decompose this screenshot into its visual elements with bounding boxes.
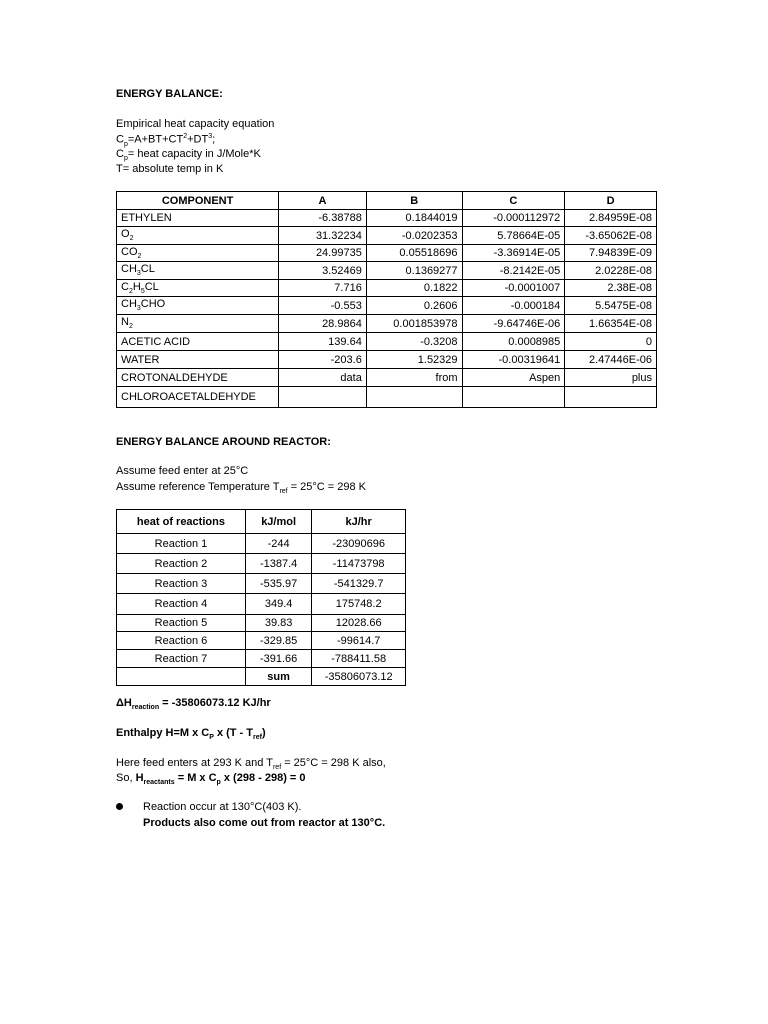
- sum-value: -35806073.12: [312, 668, 406, 686]
- table-row: [117, 210, 657, 227]
- delta-h-symbol: ΔH: [116, 697, 132, 709]
- coef-d: plus: [565, 369, 657, 387]
- coef-b: 0.2606: [366, 297, 462, 315]
- coef-c: -0.000112972: [462, 210, 565, 227]
- so-rest: = M x C: [174, 772, 217, 784]
- formula-main: CO: [121, 245, 138, 258]
- formula-sub: 2: [128, 323, 133, 331]
- energy-balance-heading: ENERGY BALANCE:: [116, 88, 223, 100]
- cp-eq-part2: +DT: [187, 133, 209, 146]
- assume-ref-text: [116, 481, 366, 495]
- table-row: [117, 227, 657, 245]
- reaction-kjhr: 12028.66: [312, 615, 406, 632]
- coef-a: [279, 387, 367, 408]
- formula-sub: 3: [136, 270, 141, 278]
- formula-mid: H: [132, 280, 141, 293]
- cp-def-symbol: C: [116, 148, 124, 160]
- coef-d: 2.84959E-08: [565, 210, 657, 227]
- coef-a: 24.99735: [279, 245, 367, 262]
- formula-tail: CHO: [140, 298, 166, 311]
- table-row: [117, 534, 406, 554]
- assume-feed-text: Assume feed enter at 25°C: [116, 465, 249, 477]
- component-name: [117, 297, 279, 315]
- table-row: [117, 594, 406, 615]
- assume-ref-prefix: Assume reference Temperature T: [116, 481, 280, 493]
- coef-c: 0.0008985: [462, 333, 565, 351]
- cp-definition: [116, 148, 261, 162]
- coef-a: 7.716: [279, 280, 367, 297]
- component-name: [117, 315, 279, 333]
- coef-a: -203.6: [279, 351, 367, 369]
- component-name: CROTONALDEHYDE: [117, 369, 279, 387]
- enthalpy-mid: x (T - T: [213, 727, 253, 739]
- formula-sub: 3: [136, 305, 141, 313]
- cp-def-text: = heat capacity in J/Mole*K: [127, 148, 261, 160]
- reaction-kjmol: 349.4: [245, 594, 311, 615]
- cp-eq-sup2: 3: [208, 133, 213, 140]
- reaction-name: Reaction 4: [117, 594, 246, 615]
- enthalpy-sub2: ref: [253, 734, 262, 742]
- heat-of-reactions-table: [116, 509, 406, 686]
- here-feed-text: [116, 757, 386, 771]
- reaction-name: Reaction 7: [117, 650, 246, 668]
- table-row: [117, 315, 657, 333]
- sum-label: sum: [245, 668, 311, 686]
- t-definition: T= absolute temp in K: [116, 163, 224, 175]
- coef-b: 1.52329: [366, 351, 462, 369]
- coef-c: -9.64746E-06: [462, 315, 565, 333]
- reaction-kjhr: -23090696: [312, 534, 406, 554]
- formula-main: CH: [121, 263, 137, 276]
- col-header-d: D: [565, 192, 657, 210]
- coef-c: -3.36914E-05: [462, 245, 565, 262]
- so-h: H: [135, 772, 144, 784]
- table-row: [117, 297, 657, 315]
- col-header-b: B: [366, 192, 462, 210]
- coef-d: 2.38E-08: [565, 280, 657, 297]
- table-header-row: [117, 192, 657, 210]
- table-row: [117, 262, 657, 280]
- reaction-name: Reaction 3: [117, 574, 246, 594]
- so-prefix: So,: [116, 772, 136, 784]
- table-sum-row: [117, 668, 406, 686]
- cp-eq-sup1: 2: [183, 133, 188, 140]
- component-name: [117, 245, 279, 262]
- coef-a: -0.553: [279, 297, 367, 315]
- cp-eq-end: ;: [212, 133, 216, 146]
- coef-a: 139.64: [279, 333, 367, 351]
- table-row: [117, 280, 657, 297]
- table-row: [117, 369, 657, 387]
- formula-tail: CL: [144, 280, 159, 293]
- coef-b: -0.3208: [366, 333, 462, 351]
- coef-a: 3.52469: [279, 262, 367, 280]
- reaction-kjmol: -535.97: [245, 574, 311, 594]
- delta-h-value: = -35806073.12 KJ/hr: [159, 697, 271, 709]
- reaction-kjhr: -541329.7: [312, 574, 406, 594]
- coef-c: -0.00319641: [462, 351, 565, 369]
- here-feed-sub: ref: [272, 764, 282, 772]
- cp-eq-part1: =A+BT+CT: [127, 133, 184, 146]
- coef-a: data: [279, 369, 367, 387]
- coef-c: -8.2142E-05: [462, 262, 565, 280]
- table-row: [117, 574, 406, 594]
- reaction-kjmol: -1387.4: [245, 554, 311, 574]
- assume-ref-sub: ref: [279, 488, 288, 496]
- coef-a: 28.9864: [279, 315, 367, 333]
- so-sub: reactants: [143, 779, 175, 787]
- delta-h-reaction: [116, 697, 271, 711]
- coef-b: from: [366, 369, 462, 387]
- formula-sub: 2: [129, 235, 134, 243]
- component-name: CHLOROACETALDEHYDE: [117, 387, 279, 408]
- coef-d: 2.47446E-06: [565, 351, 657, 369]
- formula-sub: 2: [128, 288, 133, 296]
- formula-tail: CL: [140, 263, 155, 276]
- formula-main: C: [121, 280, 129, 293]
- reaction-name: Reaction 6: [117, 632, 246, 650]
- col-header-kjmol: kJ/mol: [245, 510, 311, 534]
- enthalpy-sub1: P: [209, 734, 214, 742]
- coef-c: [462, 387, 565, 408]
- formula-sub2: 5: [140, 288, 145, 296]
- coef-b: 0.05518696: [366, 245, 462, 262]
- table-row: [117, 632, 406, 650]
- coef-c: Aspen: [462, 369, 565, 387]
- reaction-kjhr: -99614.7: [312, 632, 406, 650]
- coef-b: 0.1822: [366, 280, 462, 297]
- coef-d: 1.66354E-08: [565, 315, 657, 333]
- cp-symbol: C: [116, 133, 124, 146]
- bullet-icon: [116, 803, 123, 810]
- coef-d: 7.94839E-09: [565, 245, 657, 262]
- coef-d: 5.5475E-08: [565, 297, 657, 315]
- formula-main: CH: [121, 298, 137, 311]
- coef-b: 0.001853978: [366, 315, 462, 333]
- coef-b: 0.1844019: [366, 210, 462, 227]
- table-row: [117, 245, 657, 262]
- component-name: [117, 280, 279, 297]
- bullet-line-2: Products also come out from reactor at 130°C.: [143, 817, 386, 829]
- here-feed-rest: = 25°C = 298 K also,: [281, 757, 386, 769]
- table-row: [117, 333, 657, 351]
- reaction-kjhr: 175748.2: [312, 594, 406, 615]
- reaction-kjmol: 39.83: [245, 615, 311, 632]
- coef-c: 5.78664E-05: [462, 227, 565, 245]
- delta-h-sub: reaction: [131, 704, 160, 712]
- coef-b: -0.0202353: [366, 227, 462, 245]
- here-feed-prefix: Here feed enters at 293 K and T: [116, 757, 273, 769]
- enthalpy-prefix: Enthalpy H=M x C: [116, 727, 210, 739]
- reaction-kjhr: -788411.58: [312, 650, 406, 668]
- coef-c: -0.000184: [462, 297, 565, 315]
- reaction-kjhr: -11473798: [312, 554, 406, 574]
- cp-sub: p: [123, 140, 128, 148]
- reactor-heading: ENERGY BALANCE AROUND REACTOR:: [116, 436, 331, 448]
- so-end: x (298 - 298) = 0: [220, 772, 306, 784]
- enthalpy-equation: [116, 727, 266, 741]
- col-header-c: C: [462, 192, 565, 210]
- reaction-name: Reaction 1: [117, 534, 246, 554]
- heat-capacity-intro: Empirical heat capacity equation: [116, 118, 275, 130]
- so-sub2: p: [216, 779, 221, 787]
- coef-d: 2.0228E-08: [565, 262, 657, 280]
- coef-d: 0: [565, 333, 657, 351]
- col-header-a: A: [279, 192, 367, 210]
- bullet-line-1: Reaction occur at 130°C(403 K).: [143, 801, 302, 813]
- table-row: [117, 615, 406, 632]
- table-header-row: [117, 510, 406, 534]
- component-name: [117, 227, 279, 245]
- component-name: ACETIC ACID: [117, 333, 279, 351]
- reaction-kjmol: -391.66: [245, 650, 311, 668]
- component-name: WATER: [117, 351, 279, 369]
- component-name: ETHYLEN: [117, 210, 279, 227]
- enthalpy-end: ): [261, 727, 266, 739]
- coef-b: [366, 387, 462, 408]
- coef-a: -6.38788: [279, 210, 367, 227]
- formula-main: N: [121, 316, 129, 329]
- cp-equation: [116, 133, 215, 148]
- heat-capacity-table: [116, 191, 657, 408]
- cp-def-sub: p: [123, 155, 128, 163]
- reaction-name: Reaction 2: [117, 554, 246, 574]
- coef-c: -0.0001007: [462, 280, 565, 297]
- table-row: [117, 554, 406, 574]
- so-line: [116, 772, 306, 786]
- table-row: [117, 650, 406, 668]
- reaction-kjmol: -244: [245, 534, 311, 554]
- formula-sub: 2: [137, 253, 142, 261]
- table-row: [117, 387, 657, 408]
- coef-a: 31.32234: [279, 227, 367, 245]
- coef-d: -3.65062E-08: [565, 227, 657, 245]
- table-row: [117, 351, 657, 369]
- col-header-heat-of-reactions: heat of reactions: [117, 510, 246, 534]
- coef-b: 0.1369277: [366, 262, 462, 280]
- formula-main: O: [121, 228, 130, 241]
- reaction-name: Reaction 5: [117, 615, 246, 632]
- col-header-kjhr: kJ/hr: [312, 510, 406, 534]
- coef-d: [565, 387, 657, 408]
- reaction-kjmol: -329.85: [245, 632, 311, 650]
- col-header-component: COMPONENT: [117, 192, 279, 210]
- assume-ref-rest: = 25°C = 298 K: [287, 481, 367, 493]
- sum-empty-cell: [117, 668, 246, 686]
- component-name: [117, 262, 279, 280]
